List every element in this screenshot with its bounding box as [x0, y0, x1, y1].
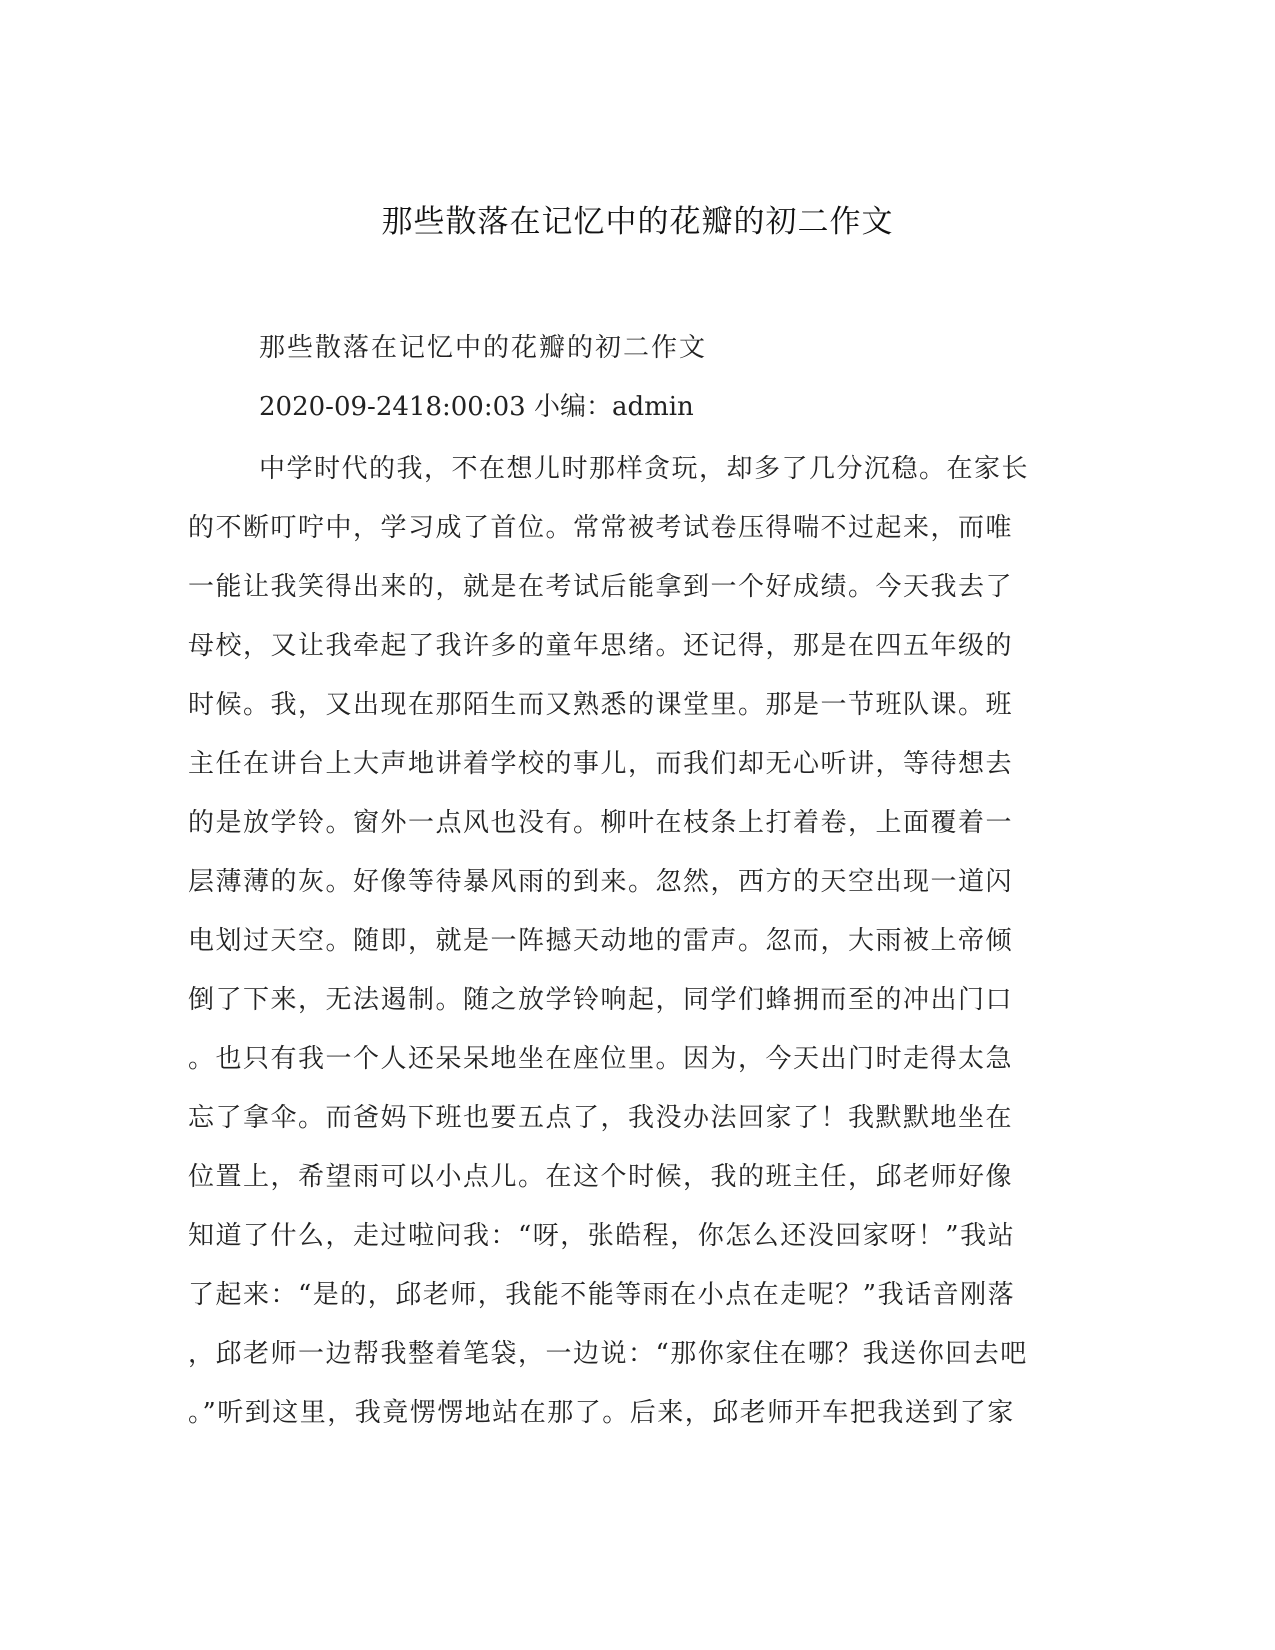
body-line: 层薄薄的灰。好像等待暴风雨的到来。忽然，西方的天空出现一道闪: [188, 867, 1014, 897]
body-line: 位置上，希望雨可以小点儿。在这个时候，我的班主任，邱老师好像: [188, 1162, 1014, 1192]
document-subtitle: 那些散落在记忆中的花瓣的初二作文: [259, 333, 708, 363]
body-line: 主任在讲台上大声地讲着学校的事儿，而我们却无心听讲，等待想去: [188, 749, 1014, 779]
body-line: 的不断叮咛中，学习成了首位。常常被考试卷压得喘不过起来，而唯: [188, 513, 1014, 543]
body-line: 。”听到这里，我竟愣愣地站在那了。后来，邱老师开车把我送到了家: [188, 1398, 1015, 1428]
body-line: 时候。我，又出现在那陌生而又熟悉的课堂里。那是一节班队课。班: [188, 690, 1014, 720]
document-title: 那些散落在记忆中的花瓣的初二作文: [381, 204, 894, 240]
body-line: 倒了下来，无法遏制。随之放学铃响起，同学们蜂拥而至的冲出门口: [188, 985, 1014, 1015]
body-line: 。也只有我一个人还呆呆地坐在座位里。因为，今天出门时走得太急: [188, 1044, 1014, 1074]
body-line: 知道了什么，走过啦问我：“呀，张皓程，你怎么还没回家呀！”我站: [188, 1221, 1016, 1251]
body-line: 中学时代的我，不在想儿时那样贪玩，却多了几分沉稳。在家长: [259, 454, 1030, 484]
body-line: 忘了拿伞。而爸妈下班也要五点了，我没办法回家了！我默默地坐在: [188, 1103, 1014, 1133]
body-line: 一能让我笑得出来的，就是在考试后能拿到一个好成绩。今天我去了: [188, 572, 1014, 602]
body-line: 的是放学铃。窗外一点风也没有。柳叶在枝条上打着卷，上面覆着一: [188, 808, 1014, 838]
body-line: 电划过天空。随即，就是一阵撼天动地的雷声。忽而，大雨被上帝倾: [188, 926, 1014, 956]
body-line: 了起来：“是的，邱老师，我能不能等雨在小点在走呢？”我话音刚落: [188, 1280, 1016, 1310]
body-line: 母校，又让我牵起了我许多的童年思绪。还记得，那是在四五年级的: [188, 631, 1014, 661]
publish-meta: 2020-09-2418:00:03 小编：admin: [259, 392, 694, 422]
body-line: ，邱老师一边帮我整着笔袋，一边说：“那你家住在哪？我送你回去吧: [188, 1339, 1028, 1369]
